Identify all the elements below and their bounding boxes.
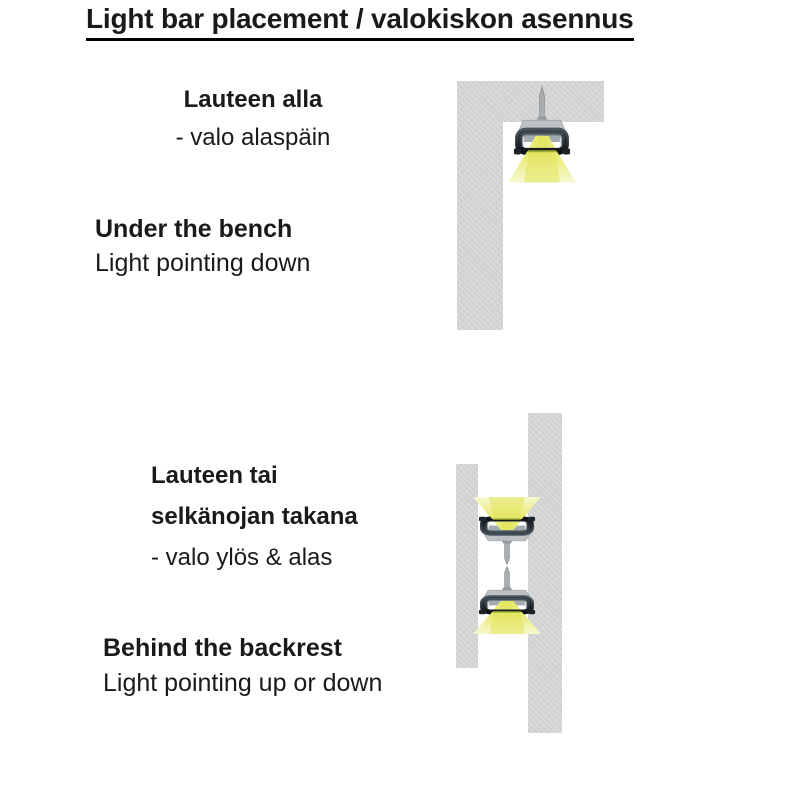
english-subtitle: Light pointing up or down <box>103 669 383 697</box>
finnish-subtitle: - valo ylös & alas <box>151 544 333 571</box>
finnish-title-line1: Lauteen tai <box>151 462 278 489</box>
light-fixture-down-icon <box>503 86 581 184</box>
finnish-subtitle: - valo alaspäin <box>175 124 331 151</box>
section-under-bench-english-label <box>95 212 310 280</box>
finnish-title: Lauteen alla <box>183 86 323 113</box>
section-backrest-english-label <box>103 631 382 701</box>
section-under-bench-finnish-label <box>128 81 378 157</box>
light-fixture-up-icon <box>468 496 546 565</box>
english-subtitle: Light pointing down <box>95 249 311 277</box>
english-title: Under the bench <box>95 215 293 243</box>
section-backrest-finnish-label <box>151 455 358 578</box>
bench-leg-board <box>457 81 503 330</box>
finnish-title-line2: selkänojan takana <box>151 503 358 530</box>
page-title: Light bar placement / valokiskon asennus <box>86 2 634 41</box>
english-title: Behind the backrest <box>103 634 342 662</box>
light-fixture-down-icon <box>468 566 546 635</box>
